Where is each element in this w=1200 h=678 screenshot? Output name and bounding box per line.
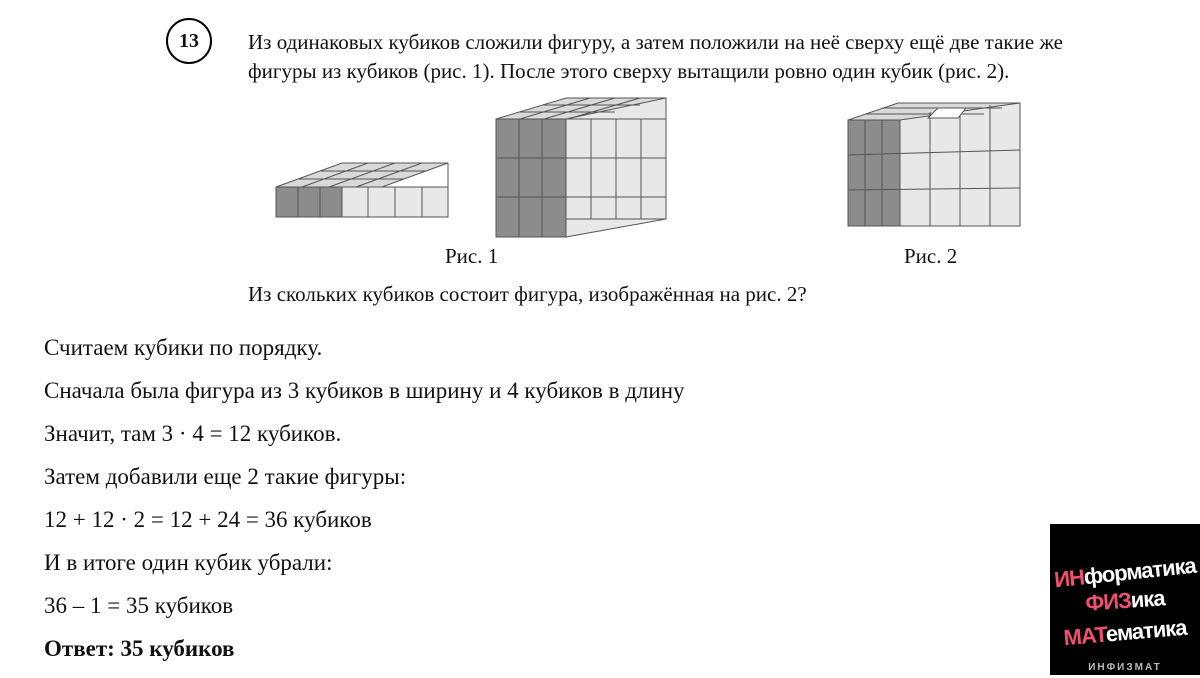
- solution-step: Сначала была фигура из 3 кубиков в ширину и 4 кубиков в длину: [44, 378, 685, 403]
- logo-line-matematika: МАТематика: [1062, 614, 1188, 651]
- solution-steps: [44, 334, 685, 678]
- solution-step: Считаем кубики по порядку.: [44, 335, 323, 360]
- logo-small-text: ИНФИЗМАТ: [1088, 662, 1162, 673]
- stacked-block-figure: [496, 98, 666, 237]
- solution-step: Значит, там 3 · 4 = 12 кубиков.: [44, 421, 342, 446]
- figure-2: [840, 100, 1030, 230]
- figure-2-caption: Рис. 2: [904, 244, 958, 268]
- task-number: 13: [179, 29, 199, 52]
- answer-line: Ответ: 35 кубиков: [44, 636, 235, 661]
- question-text: Из скольких кубиков состоит фигура, изображённая на рис. 2?: [248, 282, 807, 306]
- solution-step: 36 – 1 = 35 кубиков: [44, 593, 234, 618]
- logo-line-fizika: ФИЗика: [1084, 585, 1166, 616]
- infizmat-logo: [1050, 524, 1200, 675]
- flat-layer-figure: [276, 163, 448, 217]
- task-number-badge: [166, 18, 212, 64]
- task-statement: [248, 28, 1158, 86]
- solution-step: 12 + 12 · 2 = 12 + 24 = 36 кубиков: [44, 507, 372, 532]
- solution-step: Затем добавили еще 2 такие фигуры:: [44, 464, 407, 489]
- logo-line-informatika: ИНформатика: [1053, 552, 1197, 593]
- solution-step: И в итоге один кубик убрали:: [44, 550, 333, 575]
- task-line-1: Из одинаковых кубиков сложили фигуру, а затем положили на неё сверху ещё две такие же: [248, 30, 1063, 54]
- task-line-2: фигуры из кубиков (рис. 1). После этого сверху вытащили ровно один кубик (рис. 2).: [248, 59, 1010, 83]
- figure-1: [270, 95, 680, 245]
- figure-1-caption: Рис. 1: [445, 244, 499, 268]
